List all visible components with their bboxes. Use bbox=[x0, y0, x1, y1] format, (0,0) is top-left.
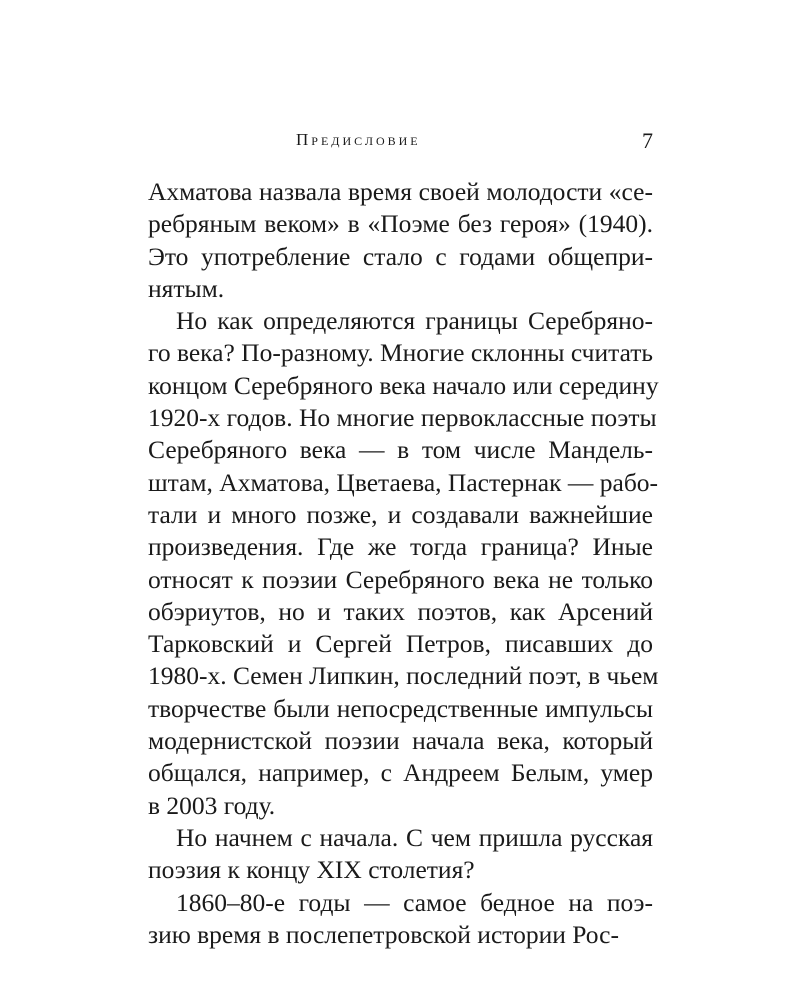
paragraph-line: обэриутов, но и таких поэтов, как Арсений bbox=[148, 596, 653, 626]
page-number: 7 bbox=[642, 128, 653, 153]
paragraph-line: Серебряного века — в том числе Мандель- bbox=[148, 435, 653, 465]
paragraph-line: ребряным веком» в «Поэме без героя» (1940). bbox=[148, 209, 653, 239]
paragraph-line: модернистской поэзии начала века, который bbox=[148, 726, 653, 756]
running-head bbox=[148, 128, 653, 158]
paragraph-line: творчестве были непосредственные импульсы bbox=[148, 693, 653, 723]
paragraph-line: 1860–80-е годы — самое бедное на поэ- bbox=[176, 887, 653, 917]
paragraph bbox=[148, 887, 653, 952]
body-text bbox=[148, 176, 659, 951]
paragraph-line: зию время в послепетровской истории Рос- bbox=[148, 919, 619, 949]
paragraph-line: го века? По-разному. Многие склонны считать bbox=[148, 338, 653, 368]
paragraph-line: Тарковский и Сергей Петров, писавших до bbox=[148, 629, 653, 659]
paragraph-line: Но начнем с начала. С чем пришла русская bbox=[176, 822, 653, 852]
paragraph bbox=[148, 305, 659, 822]
chapter-title: Предисловие bbox=[296, 130, 421, 149]
paragraph-line: произведения. Где же тогда граница? Иные bbox=[148, 532, 653, 562]
paragraph-line: общался, например, с Андреем Белым, умер bbox=[148, 758, 653, 788]
paragraph-line: Но как определяются границы Серебряно- bbox=[176, 306, 653, 336]
paragraph-line: тали и много позже, и создавали важнейшие bbox=[148, 499, 653, 529]
paragraph-line: концом Серебряного века начало или середину bbox=[148, 370, 659, 400]
paragraph-line: 1920-х годов. Но многие первоклассные поэты bbox=[148, 403, 657, 433]
paragraph-line: поэзия к концу XIX столетия? bbox=[148, 855, 475, 885]
paragraph-line: 1980-х. Семен Липкин, последний поэт, в чьем bbox=[148, 661, 659, 691]
paragraph-line: нятым. bbox=[148, 273, 225, 303]
paragraph bbox=[148, 822, 653, 887]
paragraph-line: в 2003 году. bbox=[148, 790, 276, 820]
paragraph-line: Ахматова назвала время своей молодости «се- bbox=[148, 177, 653, 206]
paragraph-line: Это употребление стало с годами общепри- bbox=[148, 241, 653, 271]
paragraph-line: штам, Ахматова, Цветаева, Пастернак — рабо- bbox=[148, 467, 659, 497]
paragraph bbox=[148, 176, 653, 305]
paragraph-line: относят к поэзии Серебряного века не только bbox=[148, 564, 653, 594]
